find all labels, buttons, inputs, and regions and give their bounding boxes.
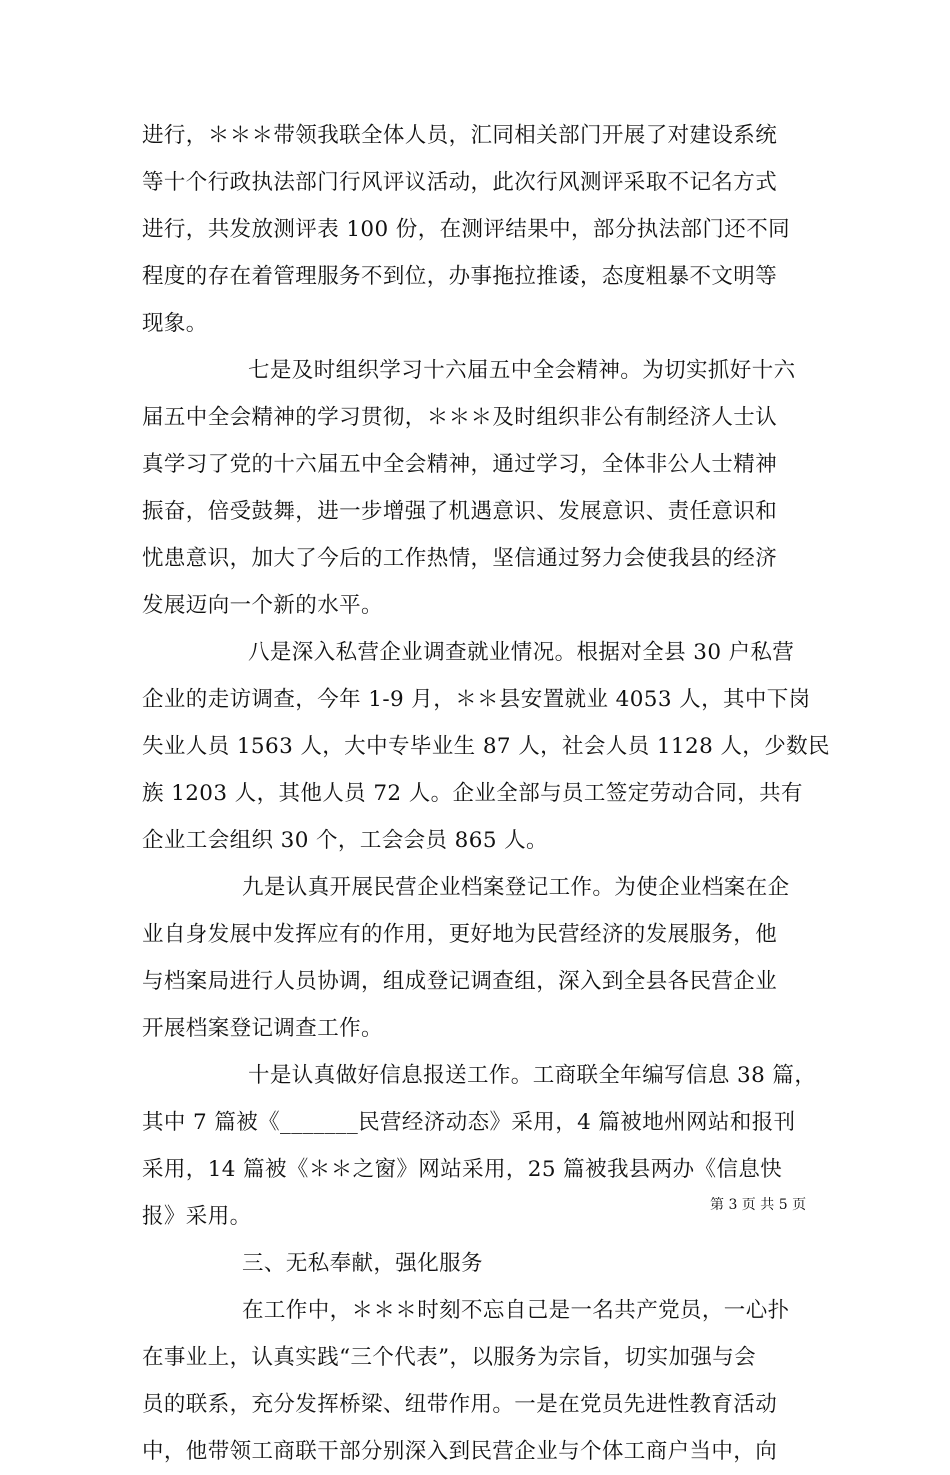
text-line: 其中 7 篇被《_______民营经济动态》采用，4 篇被地州网站和报刊	[142, 1110, 796, 1135]
text-line: 在事业上，认真实践“三个代表”，以服务为宗旨，切实加强与会	[142, 1345, 757, 1370]
text-line: 报》采用。	[142, 1204, 252, 1229]
text-line: 与档案局进行人员协调，组成登记调查组，深入到全县各民营企业	[142, 969, 778, 994]
text-line: 族 1203 人，其他人员 72 人。企业全部与员工签定劳动合同，共有	[142, 781, 803, 806]
paragraph-start-line: 在工作中，＊＊＊时刻不忘自己是一名共产党员，一心扑	[242, 1298, 790, 1323]
text-line: 振奋，倍受鼓舞，进一步增强了机遇意识、发展意识、责任意识和	[142, 499, 778, 524]
paragraph-start-line: 七是及时组织学习十六届五中全会精神。为切实抓好十六	[248, 358, 796, 383]
section-heading: 三、无私奉献，强化服务	[242, 1251, 483, 1276]
text-line: 员的联系，充分发挥桥梁、纽带作用。一是在党员先进性教育活动	[142, 1392, 778, 1417]
text-line: 现象。	[142, 311, 208, 336]
text-line: 业自身发展中发挥应有的作用，更好地为民营经济的发展服务，他	[142, 922, 778, 947]
paragraph-start-line: 八是深入私营企业调查就业情况。根据对全县 30 户私营	[248, 640, 795, 665]
text-line: 进行，＊＊＊带领我联全体人员，汇同相关部门开展了对建设系统	[142, 123, 778, 148]
paragraph-start-line: 九是认真开展民营企业档案登记工作。为使企业档案在企	[242, 875, 790, 900]
page-number-footer: 第 3 页 共 5 页	[710, 1197, 807, 1213]
text-line: 开展档案登记调查工作。	[142, 1016, 383, 1041]
paragraph-start-line: 十是认真做好信息报送工作。工商联全年编写信息 38 篇，	[248, 1063, 817, 1088]
text-line: 发展迈向一个新的水平。	[142, 593, 383, 618]
text-line: 等十个行政执法部门行风评议活动，此次行风测评采取不记名方式	[142, 170, 778, 195]
text-line: 失业人员 1563 人，大中专毕业生 87 人，社会人员 1128 人，少数民	[142, 734, 830, 759]
text-line: 进行，共发放测评表 100 份，在测评结果中，部分执法部门还不同	[142, 217, 791, 242]
text-line: 中，他带领工商联干部分别深入到民营企业与个体工商户当中，向	[142, 1439, 778, 1464]
text-line: 采用，14 篇被《＊＊之窗》网站采用，25 篇被我县两办《信息快	[142, 1157, 783, 1182]
text-line: 忧患意识，加大了今后的工作热情，坚信通过努力会使我县的经济	[142, 546, 778, 571]
text-line: 真学习了党的十六届五中全会精神，通过学习，全体非公人士精神	[142, 452, 778, 477]
text-line: 企业工会组织 30 个，工会会员 865 人。	[142, 828, 548, 853]
text-line: 程度的存在着管理服务不到位，办事拖拉推诿，态度粗暴不文明等	[142, 264, 778, 289]
text-line: 届五中全会精神的学习贯彻，＊＊＊及时组织非公有制经济人士认	[142, 405, 778, 430]
document-body	[142, 112, 830, 1475]
text-line: 企业的走访调查，今年 1-9 月，＊＊县安置就业 4053 人，其中下岗	[142, 687, 811, 712]
